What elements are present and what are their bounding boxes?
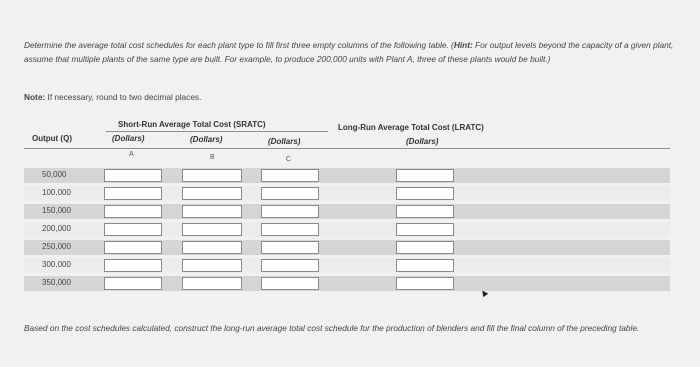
plant-c-letter: C <box>286 156 292 163</box>
plant-b-cost-input[interactable] <box>182 169 242 182</box>
plant-c-cost-input[interactable] <box>261 205 319 218</box>
output-label: 300,000 <box>42 260 71 269</box>
lratc-cost-input[interactable] <box>396 259 454 272</box>
lratc-cost-input[interactable] <box>396 223 454 236</box>
table-row <box>24 258 670 273</box>
plant-a-cost-input[interactable] <box>104 277 162 290</box>
instructions-part2: For output levels beyond the capacity of a given plant, assume that multiple plants of the same type are built. For example, to produce 200,000 units with Plant A, three of these plants would be built.) <box>24 40 674 64</box>
lratc-header: Long-Run Average Total Cost (LRATC) <box>338 123 484 132</box>
plant-b-cost-input[interactable] <box>182 223 242 236</box>
footer-instructions: Based on the cost schedules calculated, construct the long-run average total cost schedule for the production of blenders and fill the final column of the preceding table. <box>24 323 640 333</box>
lratc-cost-input[interactable] <box>396 187 454 200</box>
plant-a-cost-input[interactable] <box>104 187 162 200</box>
table-row <box>24 186 670 201</box>
plant-c-cost-input[interactable] <box>261 187 319 200</box>
plant-c-cost-input[interactable] <box>261 259 319 272</box>
table-row <box>24 222 670 237</box>
lratc-cost-input[interactable] <box>396 277 454 290</box>
plant-c-cost-input[interactable] <box>261 277 319 290</box>
plant-b-letter: B <box>210 154 215 161</box>
plant-c-cost-input[interactable] <box>261 223 319 236</box>
plant-a-cost-input[interactable] <box>104 169 162 182</box>
output-header: Output (Q) <box>32 134 72 143</box>
output-label: 200,000 <box>42 224 71 233</box>
plant-b-cost-input[interactable] <box>182 205 242 218</box>
plant-a-cost-input[interactable] <box>104 241 162 254</box>
sratc-header: Short-Run Average Total Cost (SRATC) <box>118 120 266 129</box>
table-row <box>24 168 670 183</box>
plant-a-cost-input[interactable] <box>104 259 162 272</box>
plant-b-cost-input[interactable] <box>182 187 242 200</box>
plant-a-cost-input[interactable] <box>104 205 162 218</box>
plant-b-cost-input[interactable] <box>182 241 242 254</box>
output-label: 350,000 <box>42 278 71 287</box>
output-label: 250,000 <box>42 242 71 251</box>
note-label: Note: <box>24 92 46 102</box>
header-bottom-rule <box>24 148 670 149</box>
output-label: 50,000 <box>42 170 67 179</box>
sratc-header-rule <box>106 131 328 132</box>
instructions-part1: Determine the average total cost schedules for each plant type to fill first three empty columns of the following table. ( <box>24 40 454 50</box>
plant-a-dollars: (Dollars) <box>112 134 145 143</box>
plant-a-letter: A <box>129 151 134 158</box>
plant-a-cost-input[interactable] <box>104 223 162 236</box>
plant-b-dollars: (Dollars) <box>190 135 223 144</box>
note-text: If necessary, round to two decimal places. <box>45 92 202 102</box>
lratc-cost-input[interactable] <box>396 241 454 254</box>
plant-b-cost-input[interactable] <box>182 259 242 272</box>
plant-c-cost-input[interactable] <box>261 169 319 182</box>
output-label: 150,000 <box>42 206 71 215</box>
output-label: 100,000 <box>42 188 71 197</box>
lratc-cost-input[interactable] <box>396 169 454 182</box>
instructions-text <box>24 38 684 66</box>
table-row <box>24 204 670 219</box>
plant-b-cost-input[interactable] <box>182 277 242 290</box>
plant-c-dollars: (Dollars) <box>268 137 301 146</box>
rounding-note <box>24 92 201 102</box>
hint-label: Hint: <box>453 40 473 50</box>
lratc-cost-input[interactable] <box>396 205 454 218</box>
lratc-dollars: (Dollars) <box>406 137 439 146</box>
table-row <box>24 240 670 255</box>
table-row <box>24 276 670 291</box>
plant-c-cost-input[interactable] <box>261 241 319 254</box>
